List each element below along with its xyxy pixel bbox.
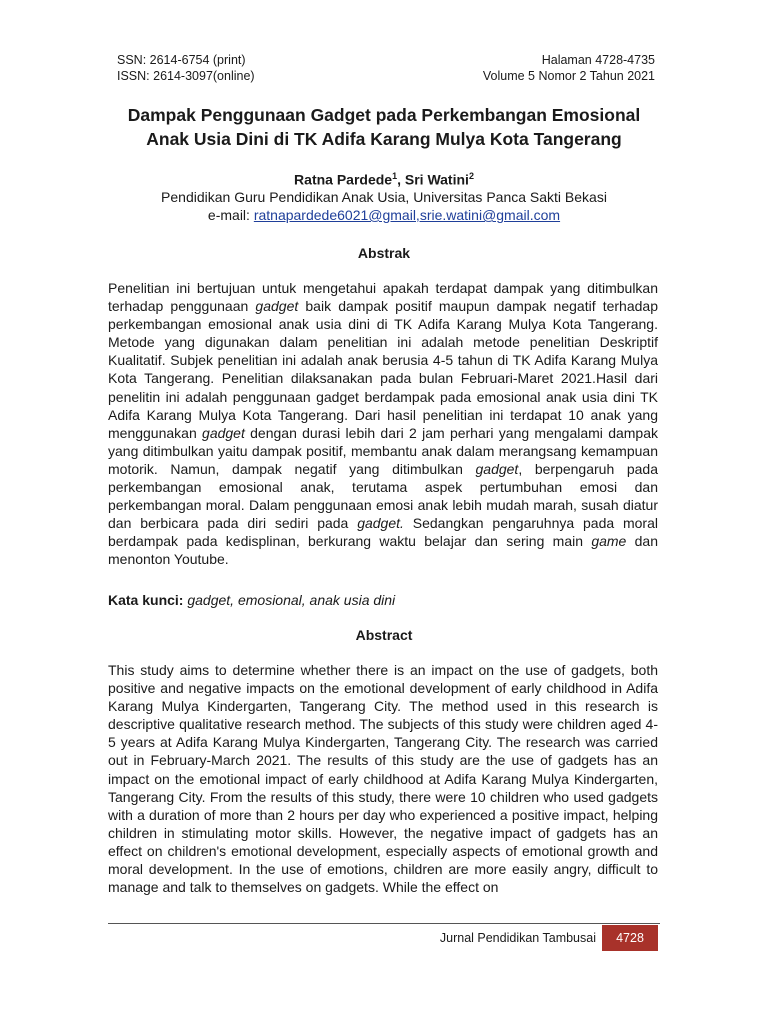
footer-journal-name: Jurnal Pendidikan Tambusai [439, 931, 596, 945]
header-issn [117, 52, 255, 84]
email-label: e-mail: [207, 207, 254, 223]
volume-info: Volume 5 Nomor 2 Tahun 2021 [482, 69, 655, 83]
email-link[interactable]: ratnapardede6021@gmail,srie.watini@gmail.com [253, 207, 561, 223]
abstrak-heading: Abstrak [357, 245, 411, 261]
author-1: Ratna Pardede [294, 171, 393, 188]
abstrak-term: gadget [255, 298, 299, 315]
author-list [108, 167, 660, 189]
header-volume [483, 52, 655, 84]
abstract-body: This study aims to determine whether there is an impact on the use of gadgets, both positive and negative impacts on the emotional development of early childhood in Adifa Karang Mulya Kindergarten, Tangerang City. The method used in this research is descriptive qualitative research method. The subjects of this study were children aged 4-5 years at Adifa Karang Mulya Kindergarten, Tangerang City. The research was carried out in February-March 2021. The results of this study are the use of gadgets has an impact on the emotional impact of early childhood at Adifa Karang Mulya Kindergarten, Tangerang City. From the results of this study, there were 10 children who used gadgets with a duration of more than 2 hours per day who experienced a positive impact, helping children in stimulating motor skills. However, the negative impact of gadgets has an effect on children's emotional development, especially aspects of emotional growth and moral development. In the use of emotions, children are more easily angry, difficult to manage and talk to themselves on gadgets. While the effect on [108, 662, 658, 896]
paper-title [108, 103, 660, 151]
issn-online: ISSN: 2614-3097(online) [117, 69, 255, 83]
footer-rule [108, 923, 660, 924]
abstrak-text: baik dampak positif maupun dampak negatif terhadap perkembangan emosional anak usia dini di TK Adifa Karang Mulya Kota Tangerang. Metode yang digunakan dalam penelitian ini adalah metode penelitian Deskriptif Kualitatif. Subjek penelitian ini adalah anak berusia 4-5 tahun di TK Adifa Karang Mulya Kota Tangerang. Penelitian dilaksanakan pada bulan Februari-Maret 2021.Hasil dari penelitin ini adalah penggunaan gadget berdampak pada emosional anak usia dini TK Adifa Karang Mulya Kota Tangerang. Dari hasil penelitian ini terdapat 10 anak yang menggunakan [108, 298, 658, 441]
page-range: Halaman 4728-4735 [541, 53, 655, 67]
abstrak-term: gadget [475, 460, 519, 477]
abstrak-text: dengan durasi lebih dari 2 jam perhari yang mengalami dampak yang ditimbulkan yaitu dampak positif, membantu anak dalam merangsang kemampuan motorik. Namun, dampak negatif yang ditimbulkan [108, 424, 658, 477]
abstrak-text: Sedangkan pengaruhnya pada moral berdampak pada kedisplinan, berkurang waktu belajar dan sering main [108, 515, 658, 550]
author-separator: , [397, 171, 405, 188]
abstrak-body [108, 279, 658, 569]
affiliation: Pendidikan Guru Pendidikan Anak Usia, Universitas Panca Sakti Bekasi [161, 189, 607, 205]
keywords-value: gadget, emosional, anak usia dini [187, 592, 396, 608]
author-2: Sri Watini [404, 171, 469, 188]
abstrak-term: gadget. [357, 515, 404, 532]
abstrak-text: Penelitian ini bertujuan untuk mengetahui apakah terdapat dampak yang ditimbulkan terhadap penggunaan [108, 280, 658, 315]
abstrak-term: gadget [202, 424, 245, 441]
abstrak-text: dan menonton Youtube. [108, 533, 659, 568]
author-2-sup: 2 [468, 171, 474, 181]
abstrak-term: game [591, 533, 627, 550]
paper-title-line2: Anak Usia Dini di TK Adifa Karang Mulya Kota Tangerang [146, 129, 622, 149]
keywords [108, 591, 395, 609]
abstrak-text: , berpengaruh pada perkembangan emosional anak, terutama aspek pertumbuhan emosi dan perkembangan moral. Dalam penggunaan emosi anak lebih mudah marah, susah diatur dan berbicara pada diri sediri pada [108, 460, 658, 532]
page-number-badge: 4728 [602, 925, 658, 951]
author-1-sup: 1 [392, 171, 398, 181]
abstract-heading: Abstract [355, 627, 413, 643]
issn-print: SSN: 2614-6754 (print) [117, 53, 246, 67]
keywords-label: Kata kunci: [108, 592, 188, 608]
paper-title-line1: Dampak Penggunaan Gadget pada Perkembangan Emosional [127, 105, 641, 125]
email-line [108, 206, 660, 224]
